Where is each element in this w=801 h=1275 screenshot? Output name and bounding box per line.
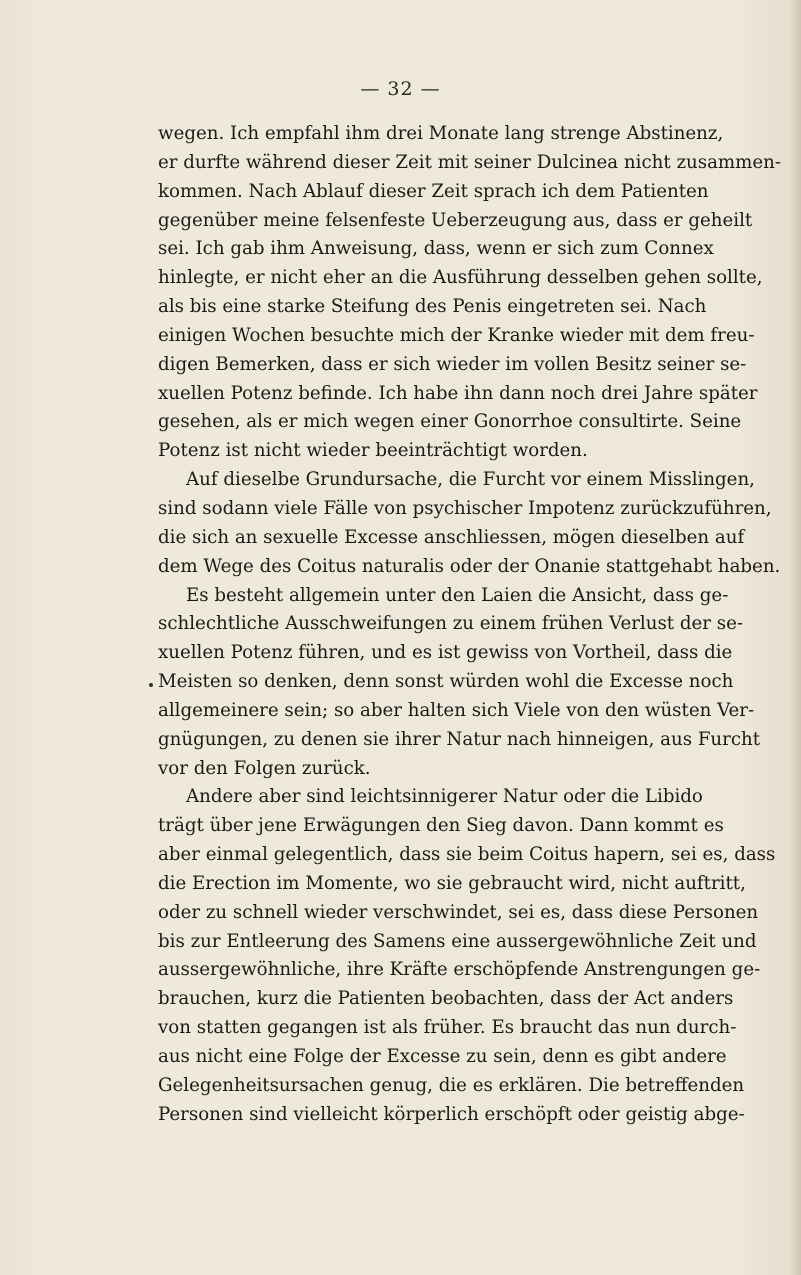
text-line: bis zur Entleerung des Samens eine aussergewöhnliche Zeit und: [158, 930, 757, 952]
page-edge-shadow: [789, 0, 801, 1275]
text-line: einigen Wochen besuchte mich der Kranke wieder mit dem freu-: [158, 324, 755, 346]
text-line: aber einmal gelegentlich, dass sie beim Coitus hapern, sei es, dass: [158, 844, 776, 866]
margin-mark: [149, 683, 153, 687]
text-line: vor den Folgen zurück.: [158, 757, 371, 779]
text-line: Auf dieselbe Grundursache, die Furcht vor einem Misslingen,: [186, 469, 755, 491]
text-line: Meisten so denken, denn sonst würden wohl die Excesse noch: [158, 671, 734, 693]
text-line: kommen. Nach Ablauf dieser Zeit sprach ich dem Patienten: [158, 180, 709, 202]
paragraph-4: [158, 783, 776, 1129]
text-line: Potenz ist nicht wieder beeinträchtigt worden.: [158, 440, 588, 462]
text-line: aussergewöhnliche, ihre Kräfte erschöpfende Anstrengungen ge-: [158, 959, 761, 981]
text-line: Es besteht allgemein unter den Laien die Ansicht, dass ge-: [186, 584, 729, 606]
text-line: Personen sind vielleicht körperlich erschöpft oder geistig abge-: [158, 1103, 745, 1125]
text-line: oder zu schnell wieder verschwindet, sei es, dass diese Personen: [158, 901, 759, 923]
text-line: sind sodann viele Fälle von psychischer Impotenz zurückzuführen,: [158, 497, 772, 519]
text-line: xuellen Potenz befinde. Ich habe ihn dann noch drei Jahre später: [158, 382, 758, 404]
text-line: hinlegte, er nicht eher an die Ausführung desselben gehen sollte,: [158, 267, 763, 289]
paragraph-2: [158, 466, 781, 581]
body-text: [158, 120, 782, 1130]
text-line: brauchen, kurz die Patienten beobachten, dass der Act anders: [158, 988, 734, 1010]
text-line: trägt über jene Erwägungen den Sieg davon. Dann kommt es: [158, 815, 724, 837]
text-line: die Erection im Momente, wo sie gebraucht wird, nicht auftritt,: [158, 872, 746, 894]
text-line: dem Wege des Coitus naturalis oder der Onanie stattgehabt haben.: [158, 555, 781, 577]
text-line: die sich an sexuelle Excesse anschliessen, mögen dieselben auf: [158, 526, 745, 548]
text-line: xuellen Potenz führen, und es ist gewiss von Vortheil, dass die: [158, 642, 733, 664]
text-line: digen Bemerken, dass er sich wieder im vollen Besitz seiner se-: [158, 353, 747, 375]
text-line: sei. Ich gab ihm Anweisung, dass, wenn er sich zum Connex: [158, 238, 714, 260]
text-line: Gelegenheitsursachen genug, die es erklären. Die betreffenden: [158, 1074, 745, 1096]
text-line: aus nicht eine Folge der Excesse zu sein, denn es gibt andere: [158, 1046, 727, 1067]
text-line: er durfte während dieser Zeit mit seiner Dulcinea nicht zusammen-: [158, 151, 782, 173]
paragraph-1: [158, 120, 782, 466]
text-line: allgemeinere sein; so aber halten sich Viele von den wüsten Ver-: [158, 699, 755, 721]
text-line: wegen. Ich empfahl ihm drei Monate lang strenge Abstinenz,: [158, 123, 724, 144]
text-line: als bis eine starke Steifung des Penis eingetreten sei. Nach: [158, 296, 707, 318]
text-line: von statten gegangen ist als früher. Es braucht das nun durch-: [158, 1017, 737, 1039]
paragraph-3: [158, 582, 761, 784]
text-line: gnügungen, zu denen sie ihrer Natur nach hinneigen, aus Furcht: [158, 728, 761, 750]
text-line: gegenüber meine felsenfeste Ueberzeugung aus, dass er geheilt: [158, 209, 753, 231]
text-line: gesehen, als er mich wegen einer Gonorrhoe consultirte. Seine: [158, 411, 742, 433]
text-line: Andere aber sind leichtsinnigerer Natur oder die Libido: [186, 786, 703, 808]
page-number: — 32 —: [360, 78, 441, 100]
text-line: schlechtliche Ausschweifungen zu einem frühen Verlust der se-: [158, 613, 743, 635]
